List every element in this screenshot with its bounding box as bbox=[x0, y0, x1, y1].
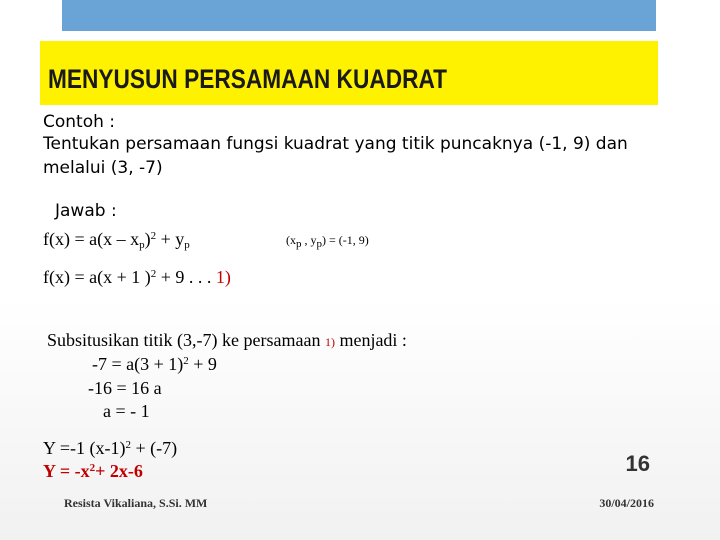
step-2: -16 = 16 a bbox=[88, 378, 162, 398]
substitution-ref: 1) bbox=[324, 335, 335, 349]
answer-label: Jawab : bbox=[55, 201, 117, 221]
result-line-1: Y =-1 $(x-1)^2 + (-7)$ bbox=[43, 438, 178, 458]
equation-ref-1: 1) bbox=[215, 267, 231, 287]
general-vertex-formula: $f(x) = a(x - x_p)^2 + y_p$ bbox=[43, 229, 190, 251]
vertex-values-note: ($x_p$ , $y_p) = (-1$, 9) bbox=[286, 233, 369, 250]
example-label: Contoh : bbox=[43, 112, 116, 132]
problem-line-1: Tentukan persamaan fungsi kuadrat yang titik puncaknya (-1, 9) dan bbox=[43, 134, 628, 154]
step-3: a = - 1 bbox=[103, 401, 150, 421]
slide-date: 30/04/2016 bbox=[599, 496, 654, 510]
substitution-text: Subsitusikan titik (3,-7) ke persamaan 1) menjadi : bbox=[47, 330, 407, 350]
page-number: 16 bbox=[625, 451, 650, 476]
result-line-2: $Y = -x^2+ 2x-6$ bbox=[43, 461, 143, 481]
top-accent-bar bbox=[62, 0, 656, 31]
problem-line-2: melalui (3, -7) bbox=[43, 158, 163, 178]
step-1: $-7 = a(3 + 1)^2 + 9$ bbox=[92, 354, 217, 374]
author-name: Resista Vikaliana, S.Si. MM bbox=[64, 496, 208, 510]
equation-1: f(x) = a(x + 1 )$^2$ + 9 . . . 1) bbox=[43, 267, 231, 287]
slide-title: MENYUSUN PERSAMAAN KUADRAT bbox=[48, 64, 448, 94]
